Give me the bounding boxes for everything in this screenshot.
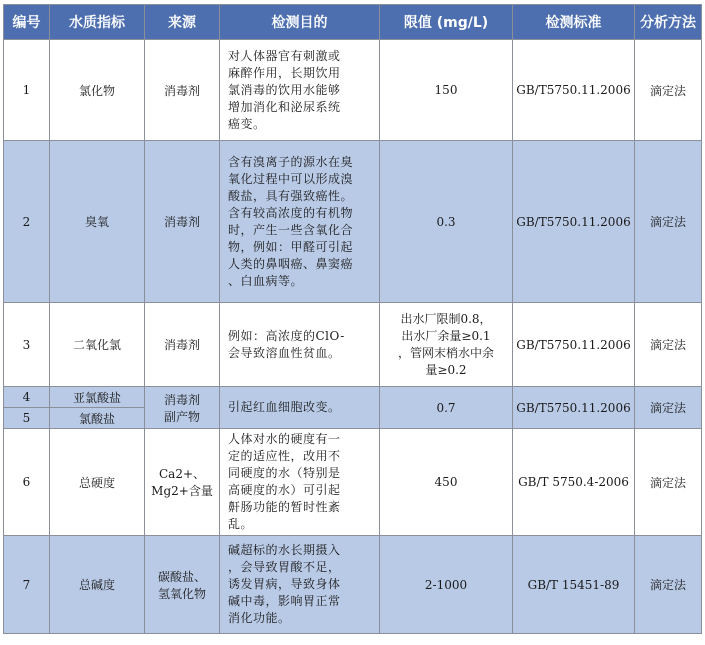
- cell-number: 1: [4, 40, 50, 141]
- table-row: [4, 303, 702, 387]
- purpose-line: 人类的鼻咽癌、鼻窦癌: [228, 256, 354, 271]
- table-row: [4, 141, 702, 303]
- cell-method: 滴定法: [635, 429, 702, 536]
- source-line: 副产物: [163, 409, 200, 424]
- cell-standard: GB/T5750.11.2006: [513, 141, 635, 303]
- cell-method: 滴定法: [635, 387, 702, 429]
- cell-method: 滴定法: [635, 40, 702, 141]
- cell-standard: GB/T5750.11.2006: [513, 40, 635, 141]
- cell-number: 6: [4, 429, 50, 536]
- purpose-line: 氯消毒的饮用水能够: [228, 82, 341, 97]
- cell-indicator: 氯酸盐: [50, 408, 145, 429]
- header-limit: 限值 (mg/L): [380, 5, 513, 40]
- purpose-line: 鼾肠功能的暂时性紊: [228, 500, 341, 514]
- cell-limit: [380, 303, 513, 387]
- purpose-line: ，会导致胃酸不足，: [228, 560, 341, 574]
- cell-indicator: 亚氯酸盐: [50, 387, 145, 408]
- source-line: 碳酸盐、: [157, 569, 206, 584]
- cell-source: [145, 429, 220, 536]
- purpose-line: 人体对水的硬度有一: [228, 432, 341, 446]
- source-line: 消毒剂: [163, 392, 200, 407]
- purpose-line: 同硬度的水（特别是: [228, 466, 341, 480]
- purpose-line: 会导致溶血性贫血。: [228, 345, 341, 360]
- water-quality-table: [3, 4, 702, 634]
- cell-purpose: [220, 40, 380, 141]
- cell-standard: GB/T 15451-89: [513, 536, 635, 634]
- source-line: Mg2+含量: [151, 484, 213, 498]
- purpose-line: 含有溴离子的源水在臭: [228, 154, 354, 169]
- cell-source: 消毒剂: [145, 303, 220, 387]
- limit-line: 量≥0.2: [425, 362, 467, 377]
- purpose-line: 高硬度的水）可引起: [228, 483, 341, 497]
- header-indicator: 水质指标: [50, 5, 145, 40]
- cell-source: 消毒剂: [145, 40, 220, 141]
- purpose-line: 乱。: [228, 517, 254, 531]
- cell-purpose: [220, 429, 380, 536]
- purpose-line: 例如：高浓度的ClO-: [228, 328, 345, 343]
- purpose-line: 增加消化和泌尿系统: [228, 99, 341, 114]
- cell-purpose: 引起红血细胞改变。: [220, 387, 380, 429]
- cell-limit: 0.3: [380, 141, 513, 303]
- cell-standard: GB/T5750.11.2006: [513, 387, 635, 429]
- table-header-row: [4, 5, 702, 40]
- cell-method: 滴定法: [635, 536, 702, 634]
- cell-purpose: [220, 141, 380, 303]
- purpose-line: 对人体器官有刺激或: [228, 48, 341, 63]
- table-row: [4, 40, 702, 141]
- purpose-line: 酸盐，具有强致癌性。: [228, 188, 354, 203]
- table-row: [4, 536, 702, 634]
- purpose-line: 诱发胃病，导致身体: [228, 577, 341, 591]
- table-row: [4, 387, 702, 408]
- cell-limit: 2-1000: [380, 536, 513, 634]
- header-method: 分析方法: [635, 5, 702, 40]
- cell-source: [145, 536, 220, 634]
- cell-number: 4: [4, 387, 50, 408]
- header-standard: 检测标准: [513, 5, 635, 40]
- table-row: [4, 429, 702, 536]
- purpose-line: 消化功能。: [228, 611, 291, 625]
- cell-indicator: 氯化物: [50, 40, 145, 141]
- cell-standard: GB/T 5750.4-2006: [513, 429, 635, 536]
- purpose-line: 氧化过程中可以形成溴: [228, 171, 354, 186]
- cell-limit: 0.7: [380, 387, 513, 429]
- header-purpose: 检测目的: [220, 5, 380, 40]
- source-line: Ca2+、: [158, 467, 206, 481]
- cell-indicator: 总硬度: [50, 429, 145, 536]
- cell-number: 2: [4, 141, 50, 303]
- purpose-line: 碱中毒，影响胃正常: [228, 594, 341, 608]
- purpose-line: 癌变。: [228, 116, 266, 131]
- cell-purpose: [220, 536, 380, 634]
- cell-method: 滴定法: [635, 303, 702, 387]
- purpose-line: 麻醉作用，长期饮用: [228, 65, 341, 80]
- purpose-line: 、白血病等。: [228, 273, 304, 288]
- header-source: 来源: [145, 5, 220, 40]
- cell-source: 消毒剂: [145, 141, 220, 303]
- purpose-line: 时，产生一些含氧化合: [228, 222, 354, 237]
- purpose-line: 碱超标的水长期摄入: [228, 543, 341, 557]
- cell-limit: 450: [380, 429, 513, 536]
- cell-standard: GB/T5750.11.2006: [513, 303, 635, 387]
- header-number: 编号: [4, 5, 50, 40]
- cell-number: 5: [4, 408, 50, 429]
- cell-purpose: [220, 303, 380, 387]
- cell-source: [145, 387, 220, 429]
- cell-limit: 150: [380, 40, 513, 141]
- limit-line: ，管网末梢水中余: [397, 345, 494, 360]
- purpose-line: 定的适应性，改用不: [228, 449, 341, 463]
- purpose-line: 含有较高浓度的有机物: [228, 205, 354, 220]
- purpose-line: 物，例如：甲醛可引起: [228, 239, 354, 254]
- cell-indicator: 总碱度: [50, 536, 145, 634]
- cell-method: 滴定法: [635, 141, 702, 303]
- cell-indicator: 二氧化氯: [50, 303, 145, 387]
- limit-line: 出水厂余量≥0.1: [401, 328, 491, 343]
- cell-number: 7: [4, 536, 50, 634]
- cell-number: 3: [4, 303, 50, 387]
- cell-indicator: 臭氧: [50, 141, 145, 303]
- limit-line: 出水厂限制0.8，: [400, 311, 492, 326]
- source-line: 氢氧化物: [157, 586, 206, 601]
